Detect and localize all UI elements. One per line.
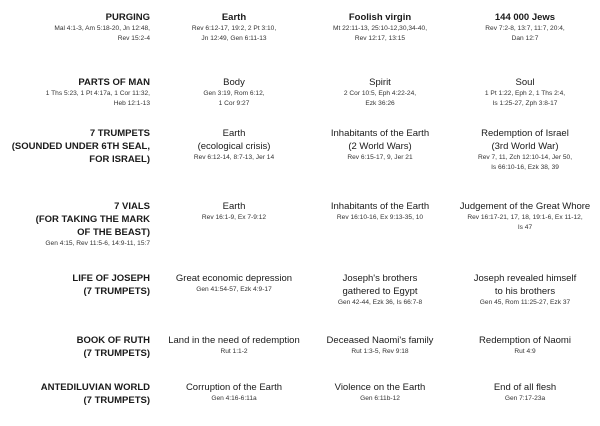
cell-refs: Is 47 [517, 224, 533, 231]
cell-title: Body [223, 77, 245, 88]
cell-refs: Mt 22:11-13, 25:10-12,30,34-40, [332, 25, 428, 32]
cell [450, 334, 600, 357]
cell-title: Earth [222, 128, 246, 139]
row-title: OF THE BEAST) [77, 227, 150, 238]
cell [305, 76, 455, 109]
row-label [4, 381, 150, 407]
row-refs: 1 Ths 5:23, 1 Pt 4:17a, 1 Cor 11:32, [45, 90, 150, 97]
cell-refs: 1 Cor 9:27 [218, 100, 250, 107]
cell-title: Earth [221, 12, 247, 23]
cell-title: Foolish virgin [348, 12, 412, 23]
cell-refs: Gen 3:19, Rom 6:12, [203, 90, 265, 97]
cell-refs: Rev 16:10-16, Ex 9:13-35, 10 [336, 214, 424, 221]
cell-title: 144 000 Jews [494, 12, 556, 23]
cell [305, 272, 455, 308]
row-label [4, 272, 150, 298]
row-title: (FOR TAKING THE MARK [35, 214, 150, 225]
row-label [4, 200, 150, 249]
row-label [4, 76, 150, 109]
cell [162, 334, 306, 357]
cell [450, 76, 600, 109]
cell-refs: Rev 12:17, 13:15 [354, 35, 406, 42]
cell-title: Great economic depression [175, 273, 293, 284]
row-label [4, 11, 150, 44]
cell [450, 381, 600, 404]
row-title: 7 VIALS [114, 201, 150, 212]
cell-refs: Rev 6:12-14, 8:7-13, Jer 14 [193, 154, 275, 161]
cell-refs: Gen 45, Rom 11:25-27, Ezk 37 [479, 299, 571, 306]
cell-title: Spirit [369, 77, 391, 88]
cell-title: Soul [515, 77, 535, 88]
cell-title: Corruption of the Earth [185, 382, 283, 393]
cell-title: to his brothers [494, 286, 556, 297]
cell-title: Violence on the Earth [334, 382, 426, 393]
row-title: (7 TRUMPETS) [83, 348, 150, 359]
cell-refs: Gen 41:54-57, Ezk 4:9-17 [196, 286, 272, 293]
cell-refs: Is 1:25-27, Zph 3:8-17 [492, 100, 558, 107]
row-refs: Gen 4:15, Rev 11:5-6, 14:9-11, 15:7 [45, 240, 150, 247]
cell-refs: Rev 6:15-17, 9, Jer 21 [347, 154, 413, 161]
cell-title: Redemption of Israel [481, 128, 569, 139]
cell-refs: Rev 16:17-21, 17, 18, 19:1-6, Ex 11-12, [467, 214, 583, 221]
cell-title: Joseph revealed himself [473, 273, 577, 284]
row-title: 7 TRUMPETS [89, 128, 150, 139]
cell-title: Deceased Naomi's family [326, 335, 434, 346]
row-title: FOR ISRAEL) [89, 154, 150, 165]
cell [162, 127, 306, 163]
cell-refs: Rev 6:12-17, 19:2, 2 Pt 3:10, [191, 25, 277, 32]
cell-title: (ecological crisis) [197, 141, 271, 152]
row-label [4, 127, 150, 166]
cell-title: Inhabitants of the Earth [330, 128, 430, 139]
cell-title: Land in the need of redemption [168, 335, 300, 346]
row-title: (7 TRUMPETS) [83, 395, 150, 406]
cell-refs: Rut 1:3-5, Rev 9:18 [351, 348, 409, 355]
row-refs: Mal 4:1-3, Am 5:18-20, Jn 12:48, [54, 25, 150, 32]
cell [162, 11, 306, 44]
cell-refs: Rut 1:1-2 [220, 348, 248, 355]
cell [450, 11, 600, 44]
cell-refs: Dan 12:7 [511, 35, 539, 42]
cell-refs: Gen 4:16-6:11a [211, 395, 257, 402]
row-title: (SOUNDED UNDER 6TH SEAL, [11, 141, 150, 152]
cell-title: (3rd World War) [491, 141, 559, 152]
cell-refs: Gen 42-44, Ezk 36, Is 66:7-8 [337, 299, 423, 306]
cell-title: Joseph's brothers [342, 273, 418, 284]
cell [450, 272, 600, 308]
cell-refs: Ezk 36:26 [365, 100, 395, 107]
cell-refs: 2 Cor 10:5, Eph 4:22-24, [343, 90, 417, 97]
cell-refs: Jn 12:49, Gen 6:11-13 [201, 35, 267, 42]
row-title: PURGING [105, 12, 150, 23]
cell-refs: Rev 7, 11, Zch 12:10-14, Jer 50, [477, 154, 573, 161]
cell-refs: Rev 7:2-8, 13:7, 11:7, 20:4, [485, 25, 565, 32]
cell-title: Judgement of the Great Whore [459, 201, 591, 212]
row-refs: Heb 12:1-13 [113, 100, 150, 107]
cell-title: Earth [222, 201, 246, 212]
cell [305, 11, 455, 44]
row-title: BOOK OF RUTH [76, 335, 150, 346]
cell [305, 334, 455, 357]
cell [162, 200, 306, 223]
cell [162, 381, 306, 404]
cell [450, 200, 600, 233]
cell-refs: Gen 6:11b-12 [360, 395, 400, 402]
cell [305, 381, 455, 404]
row-title: PARTS OF MAN [78, 77, 150, 88]
cell-refs: 1 Pt 1:22, Eph 2, 1 Ths 2:4, [484, 90, 566, 97]
cell-title: (2 World Wars) [348, 141, 412, 152]
row-title: ANTEDILUVIAN WORLD [40, 382, 150, 393]
cell [305, 200, 455, 223]
cell-refs: Rut 4:9 [514, 348, 536, 355]
cell [305, 127, 455, 163]
cell [162, 272, 306, 295]
cell-title: Inhabitants of the Earth [330, 201, 430, 212]
cell [450, 127, 600, 173]
row-label [4, 334, 150, 360]
cell-refs: Is 66:10-16, Ezk 38, 39 [491, 164, 559, 171]
cell-title: gathered to Egypt [342, 286, 418, 297]
cell-refs: Rev 16:1-9, Ex 7-9:12 [201, 214, 267, 221]
row-refs: Rev 15:2-4 [117, 35, 150, 42]
row-title: (7 TRUMPETS) [83, 286, 150, 297]
cell-title: End of all flesh [493, 382, 557, 393]
cell [162, 76, 306, 109]
cell-refs: Gen 7:17-23a [504, 395, 546, 402]
cell-title: Redemption of Naomi [479, 335, 571, 346]
row-title: LIFE OF JOSEPH [72, 273, 150, 284]
